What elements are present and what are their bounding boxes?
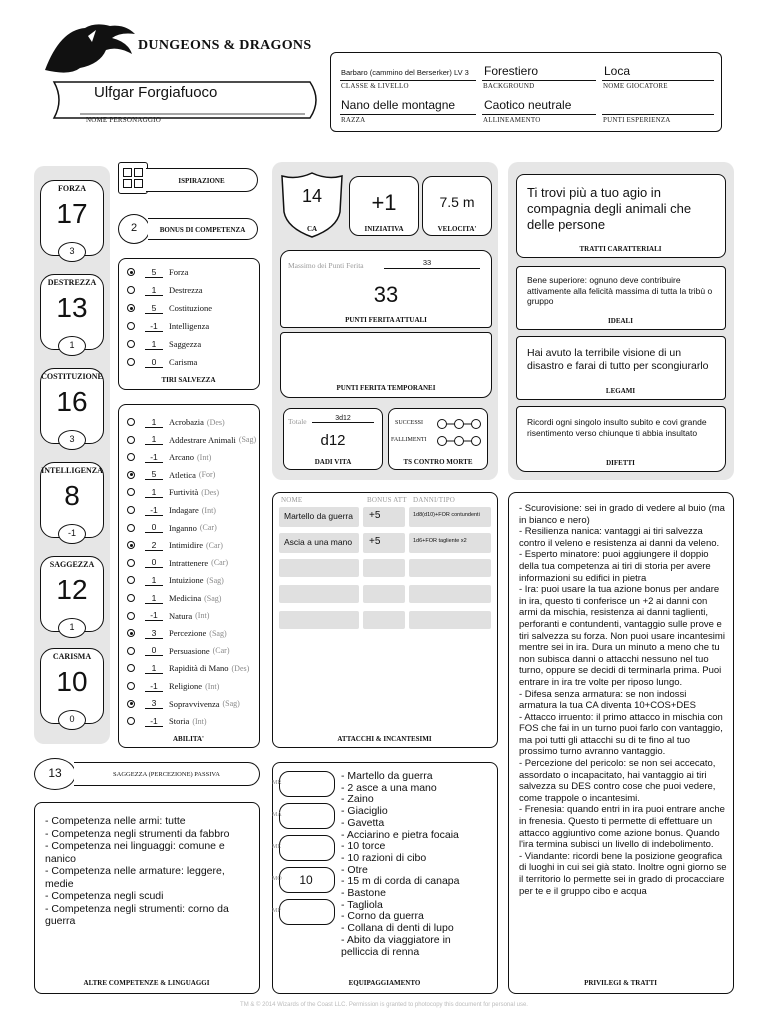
armor-class-value[interactable]: 14 — [301, 186, 323, 206]
attack-name-cell[interactable]: Martello da guerra — [279, 507, 359, 527]
skill-row[interactable]: 1 Furtività (Des) — [127, 483, 219, 501]
coin-mp[interactable]: MP — [279, 899, 335, 925]
prof-marker[interactable] — [127, 358, 135, 366]
player-name-label: NOME GIOCATORE — [603, 82, 668, 90]
equipment-box[interactable] — [272, 762, 498, 994]
skill-row[interactable]: -1 Religione (Int) — [127, 677, 219, 695]
bonds-box[interactable] — [516, 336, 726, 400]
skill-row[interactable]: 1 Rapidità di Mano (Des) — [127, 659, 249, 677]
ability-name: SAGGEZZA — [49, 560, 95, 569]
ideals-label: IDEALI — [608, 317, 633, 325]
bonds-text: Hai avuto la terribile visione di un disastro e farai di tutto per scongiurarlo — [527, 347, 709, 372]
save-row[interactable]: -1 Intelligenza — [127, 317, 209, 335]
prof-marker[interactable] — [127, 268, 135, 276]
hp-max-line — [384, 268, 480, 269]
attack-empty-cell[interactable] — [363, 585, 405, 603]
ability-score[interactable]: 10 — [56, 666, 88, 697]
dragon-logo-icon — [40, 20, 140, 80]
hp-temp-label: PUNTI FERITA TEMPORANEI — [336, 384, 436, 392]
prof-marker[interactable] — [127, 286, 135, 294]
skill-row[interactable]: 3 Sopravvivenza (Sag) — [127, 695, 240, 713]
attack-empty-cell[interactable] — [409, 611, 491, 629]
ability-carisma — [40, 648, 104, 734]
save-row[interactable]: 1 Destrezza — [127, 281, 203, 299]
flaws-text: Ricordi ogni singolo insulto subito e covi grande risentimento verso chiunque ti abbia insultato — [527, 417, 707, 438]
proficiency-label: BONUS DI COMPETENZA — [148, 218, 258, 240]
save-row[interactable]: 1 Saggezza — [127, 335, 201, 353]
attack-empty-cell[interactable] — [409, 559, 491, 577]
skill-row[interactable]: 5 Atletica (For) — [127, 466, 215, 484]
features-text: - Scurovisione: sei in grado di vedere al buio (ma in bianco e nero) - Resilienza nanica: vantaggi ai tiri salvezza contro il veleno e resistenza ai danni da veleno. - Esperto minatore: puoi aggiungere il doppio della tua competenza ai tiri di storia per avere informazioni su edifici in pietra - Ira: puoi usare la tua azione bonus per andare in ira, questo ti conferisce un +2 ai danni con armi da mischia, resistenza ai danni taglienti, perforanti e contundenti, vantaggio sulle prove e tiri salvezza su forza. Non puoi usare incantesimi mentre sei in ira. Dura un minuto a meno che tu non subisca danni o attacchi nessuno nel tuo turno, oppure se decidi di terminarla prima. Puoi entrare in ira tre volte per riposo lungo. - Difesa senza armatura: se non indossi armatura la tua CA diventa 10+COS+DES - Attacco irruento: il primo attacco in mischia con FOS che fai in un turno puoi farlo con vantaggio, ma poi tutti gli attacchi su di te fino al tuo prossimo turno avranno vantaggio. - Percezione del pericolo: se non sei accecato, assordato o incapacitato, hai vantaggio ai tiri salvezza su DES contro cose che puoi vedere, come trappole o incantesimi. - Frenesia: quando entri in ira puoi entrare anche in frenesia. Questo ti permette di effettuare un attacco aggiuntivo come azione bonus. Quando l'ira termina subisci un livello di indebolimento. - Viandante: ricordi bene la posizione geografica di luoghi in cui sei già stato. Inoltre ogni giorno se il territorio lo permette sei in grado di procacciare per te e il gruppo cibo e acqua — [519, 503, 727, 897]
hp-max-value[interactable]: 33 — [422, 258, 432, 267]
class-level-value: Barbaro (cammino del Berserker) LV 3 — [341, 68, 469, 77]
background-label: BACKGROUND — [483, 82, 535, 90]
ability-name: INTELLIGENZA — [41, 466, 103, 475]
ability-modifier[interactable]: 3 — [58, 242, 86, 262]
skill-row[interactable]: -1 Storia (Int) — [127, 712, 207, 730]
skills-box — [118, 404, 260, 748]
gold-value: 10 — [299, 873, 313, 887]
equipment-text: - Martello da guerra - 2 asce a una mano - Zaino - Giaciglio - Gavetta - Acciarino e pietra focaia - 10 torce - 10 razioni di cibo - Otre - 15 m di corda di canapa - Bastone - Tagliola - Corno da guerra - Collana di denti di lupo - Abito da viaggiatore in pelliccia di renna — [341, 770, 460, 958]
bonds-label: LEGAMI — [605, 387, 636, 395]
ability-modifier[interactable]: 3 — [58, 430, 86, 450]
hit-dice-value[interactable]: d12 — [320, 432, 346, 449]
attack-bonus-cell[interactable]: +5 — [363, 533, 405, 553]
ability-name: FORZA — [58, 184, 86, 193]
skill-row[interactable]: -1 Indagare (Int) — [127, 501, 216, 519]
ability-score[interactable]: 16 — [56, 386, 88, 417]
skills-label: ABILITA' — [173, 735, 204, 743]
ability-saggezza — [40, 556, 104, 642]
xp-label: PUNTI ESPERIENZA — [603, 116, 671, 124]
ability-score[interactable]: 8 — [64, 480, 80, 511]
player-name-value: Loca — [604, 64, 631, 78]
ideals-text: Bene superiore: ognuno deve contribuire attivamente alla felicità massima di tutta la tribù o gruppo — [527, 275, 713, 306]
hit-dice-total-value[interactable]: 3d12 — [312, 415, 374, 423]
other-proficiencies-label: ALTRE COMPETENZE & LINGUAGGI — [83, 979, 210, 987]
attack-col-damage: DANNI/TIPO — [413, 496, 456, 504]
hp-current-value[interactable]: 33 — [373, 282, 399, 307]
ability-score[interactable]: 13 — [56, 292, 88, 323]
skill-row[interactable]: 0 Persuasione (Car) — [127, 642, 230, 660]
coin-ma[interactable]: MA — [279, 803, 335, 829]
attack-empty-cell[interactable] — [279, 559, 359, 577]
attacks-box — [272, 492, 498, 748]
ability-destrezza — [40, 274, 104, 360]
skill-row[interactable]: 1 Acrobazia (Des) — [127, 413, 225, 431]
inspiration-label: ISPIRAZIONE — [146, 168, 258, 192]
features-label: PRIVILEGI & TRATTI — [584, 979, 657, 987]
inspiration-box[interactable] — [118, 162, 148, 194]
hp-current-label: PUNTI FERITA ATTUALI — [345, 316, 427, 324]
death-saves-label: TS CONTRO MORTE — [403, 458, 473, 466]
skill-row[interactable]: 2 Intimidire (Car) — [127, 536, 223, 554]
attack-empty-cell[interactable] — [279, 585, 359, 603]
attack-damage-cell[interactable]: 1d8(d10)+FOR contundenti — [409, 507, 491, 527]
coin-mo[interactable]: MO 10 — [279, 867, 335, 893]
hit-dice-label: DADI VITA — [314, 458, 352, 466]
prof-marker[interactable] — [127, 340, 135, 348]
personality-traits-label: TRATTI CARATTERIALI — [579, 245, 662, 253]
attacks-label: ATTACCHI & INCANTESIMI — [337, 735, 432, 743]
ability-name: DESTREZZA — [47, 278, 97, 287]
prof-marker[interactable] — [127, 322, 135, 330]
death-fail-label: FALLIMENTI — [391, 437, 427, 443]
ability-name: CARISMA — [52, 652, 92, 661]
ability-list — [37, 180, 107, 740]
ability-modifier[interactable]: -1 — [58, 524, 86, 544]
logo-text: DUNGEONS & DRAGONS — [138, 38, 312, 53]
speed-label: VELOCITA' — [437, 225, 477, 233]
attack-empty-cell[interactable] — [363, 611, 405, 629]
speed-value[interactable]: 7.5 m — [439, 194, 475, 210]
saving-throws-box — [118, 258, 260, 390]
character-name: Ulfgar Forgiafuoco — [94, 84, 218, 101]
header — [0, 0, 768, 140]
ability-modifier[interactable]: 0 — [58, 710, 86, 730]
ability-score[interactable]: 12 — [56, 574, 88, 605]
skill-row[interactable]: 3 Percezione (Sag) — [127, 624, 227, 642]
skill-row[interactable]: -1 Arcano (Int) — [127, 448, 211, 466]
ability-costituzione — [40, 368, 104, 454]
ability-score[interactable]: 17 — [56, 198, 88, 229]
attack-damage-cell[interactable]: 1d6+FOR tagliente x2 — [409, 533, 491, 553]
death-fail-circles[interactable] — [436, 434, 482, 452]
skill-row[interactable]: 0 Intrattenere (Car) — [127, 554, 228, 572]
attack-empty-cell[interactable] — [363, 559, 405, 577]
ability-intelligenza — [40, 462, 104, 548]
ability-name: COSTITUZIONE — [41, 372, 103, 381]
coin-me[interactable]: ME — [279, 835, 335, 861]
death-success-label: SUCCESSI — [395, 420, 424, 426]
hp-max-label: Massimo dei Punti Ferita — [288, 261, 364, 270]
equipment-label: EQUIPAGGIAMENTO — [348, 979, 421, 987]
attack-bonus-cell[interactable]: +5 — [363, 507, 405, 527]
death-success-circles[interactable] — [436, 417, 482, 435]
initiative-label: INIZIATIVA — [364, 225, 404, 233]
hit-dice-total-label: Totale — [288, 417, 307, 426]
proficiency-value[interactable]: 2 — [118, 214, 150, 244]
background-value: Forestiero — [484, 64, 539, 78]
passive-perception-value[interactable]: 13 — [34, 758, 76, 790]
passive-perception-label: SAGGEZZA (PERCEZIONE) PASSIVA — [74, 762, 260, 786]
alignment-value: Caotico neutrale — [484, 98, 572, 112]
attack-col-name: NOME — [281, 496, 303, 504]
save-row[interactable]: 0 Carisma — [127, 353, 197, 371]
other-proficiencies-box[interactable] — [34, 802, 260, 994]
skill-row[interactable]: 1 Medicina (Sag) — [127, 589, 221, 607]
character-name-label: NOME PERSONAGGIO — [86, 116, 161, 124]
features-box[interactable] — [508, 492, 734, 994]
ability-modifier[interactable]: 1 — [58, 336, 86, 356]
coin-mr[interactable]: MR — [279, 771, 335, 797]
saving-throws-label: TIRI SALVEZZA — [161, 376, 216, 384]
prof-marker[interactable] — [127, 304, 135, 312]
skill-row[interactable]: 1 Addestrare Animali (Sag) — [127, 431, 256, 449]
footer-copyright: TM & © 2014 Wizards of the Coast LLC. Permission is granted to photocopy this document for personal use. — [240, 1002, 528, 1008]
attack-name-cell[interactable]: Ascia a una mano — [279, 533, 359, 553]
personality-traits-box[interactable] — [516, 174, 726, 258]
alignment-label: ALLINEAMENTO — [483, 116, 541, 124]
attack-empty-cell[interactable] — [279, 611, 359, 629]
armor-class-label: CA — [306, 225, 318, 233]
save-row[interactable]: 5 Forza — [127, 263, 188, 281]
personality-traits-text: Ti trovi più a tuo agio in compagnia degli animali che delle persone — [527, 185, 692, 232]
class-level-label: CLASSE & LIVELLO — [341, 82, 409, 90]
attack-col-bonus: BONUS ATT — [367, 496, 407, 504]
flaws-box[interactable] — [516, 406, 726, 472]
ability-forza — [40, 180, 104, 266]
race-label: RAZZA — [341, 116, 366, 124]
other-proficiencies-text: - Competenza nelle armi: tutte - Competenza negli strumenti da fabbro - Competenza nei linguaggi: comune e nanico - Competenza nelle armature: leggere, medie - Competenza negli scudi - Competenza negli strumenti: corno da guerra — [45, 815, 230, 927]
skill-row[interactable]: -1 Natura (Int) — [127, 607, 209, 625]
flaws-label: DIFETTI — [606, 459, 635, 467]
ideals-box[interactable] — [516, 266, 726, 330]
skill-row[interactable]: 0 Inganno (Car) — [127, 519, 217, 537]
attack-empty-cell[interactable] — [409, 585, 491, 603]
skill-row[interactable]: 1 Intuizione (Sag) — [127, 571, 224, 589]
race-value: Nano delle montagne — [341, 98, 456, 112]
save-row[interactable]: 5 Costituzione — [127, 299, 212, 317]
ability-modifier[interactable]: 1 — [58, 618, 86, 638]
initiative-value[interactable]: +1 — [371, 190, 397, 215]
